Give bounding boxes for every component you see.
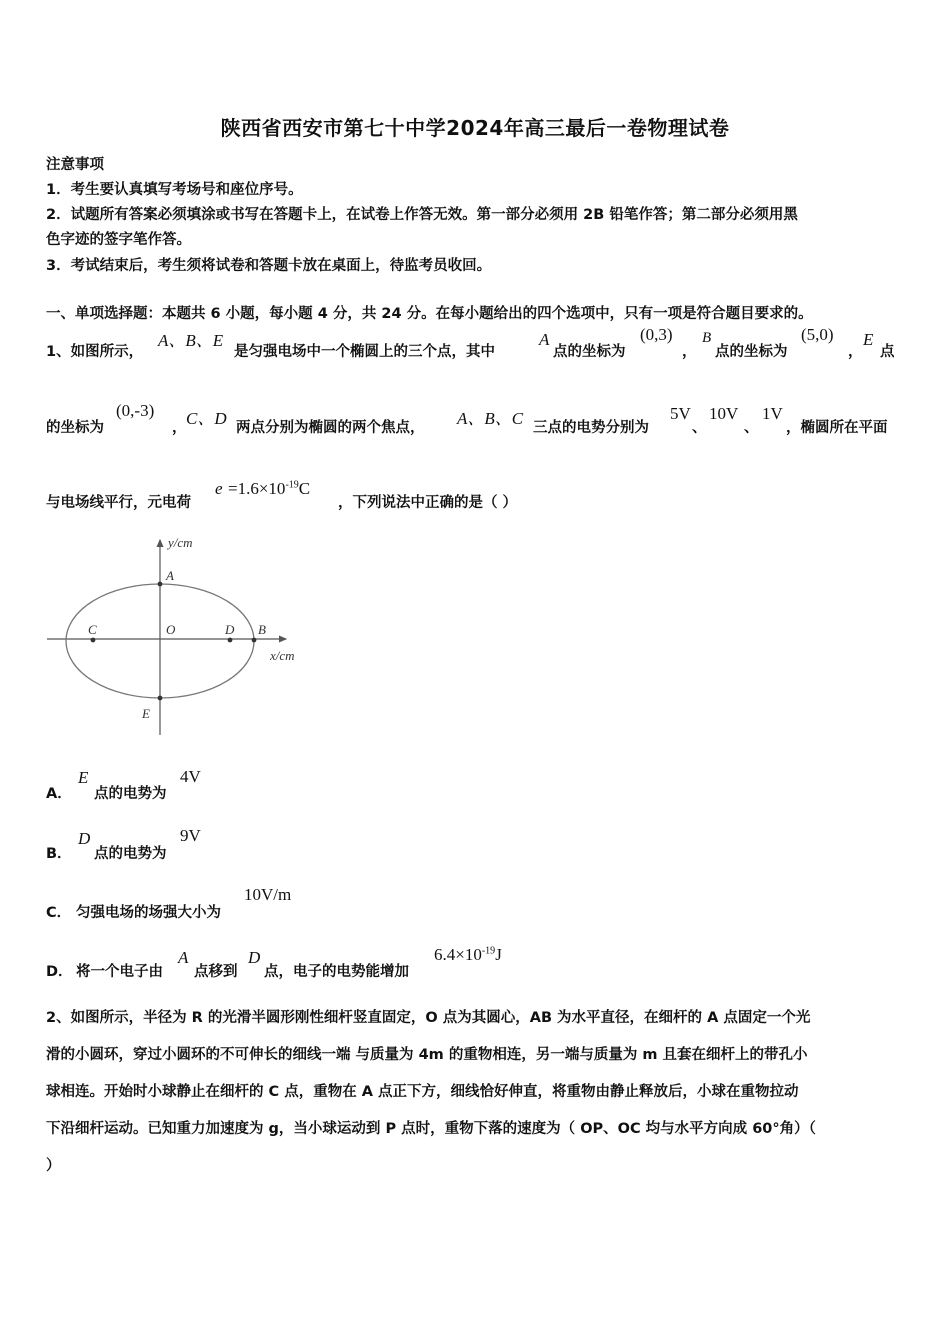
q1-coord-e: (0,-3) <box>116 401 155 420</box>
option-d-text: 点，电子的电势能增加 <box>264 964 409 980</box>
q1-line3-text: ，下列说法中正确的是（ ） <box>338 495 518 511</box>
q1-point-a: A <box>539 330 550 349</box>
ellipse-figure <box>40 530 330 745</box>
q1-points-abc: A、B、C <box>457 409 524 428</box>
q1-line2-text: 三点的电势分别为 <box>533 420 649 436</box>
option-c-letter: C． <box>46 905 72 921</box>
q1-potential-a: 5V <box>670 404 691 423</box>
option-b-text: 点的电势为 <box>94 846 167 862</box>
notice-item: 2．试题所有答案必须填涂或书写在答题卡上，在试卷上作答无效。第一部分必须用 2B 铅笔作答；第二部分必须用黑 <box>46 207 798 223</box>
label-e: E <box>142 706 150 721</box>
q1-coord-b: (5,0) <box>801 325 834 344</box>
option-d-symbol-d: D <box>248 948 261 967</box>
q1-line1-text: 点的坐标为 <box>553 344 626 360</box>
page-title: 陕西省西安市第七十中学2024年高三最后一卷物理试卷 <box>220 116 730 140</box>
q2-line: 滑的小圆环，穿过小圆环的不可伸长的细线一端 与质量为 4m 的重物相连，另一端与质量为 m 且套在细杆上的带孔小 <box>46 1047 808 1063</box>
q1-line2-text: 的坐标为 <box>46 420 104 436</box>
q1-potential-c: 1V <box>762 404 783 423</box>
q1-comma: ， <box>172 420 187 436</box>
q1-foci: C、D <box>186 409 227 428</box>
point-e <box>158 696 163 701</box>
option-d-text: 点移到 <box>194 964 238 980</box>
option-d-value: $6.4\times 10^{-19}J$ <box>434 945 502 964</box>
label-o: O <box>166 622 176 637</box>
point-a <box>158 582 163 587</box>
option-a-text: 点的电势为 <box>94 786 167 802</box>
option-a-value: 4V <box>180 767 201 786</box>
point-c <box>91 638 96 643</box>
notice-item: 3．考试结束后，考生须将试卷和答题卡放在桌面上，待监考员收回。 <box>46 258 492 274</box>
q1-line1-text: 点的坐标为 <box>715 344 788 360</box>
option-b-symbol: D <box>78 829 91 848</box>
q1-comma: ， <box>848 344 863 360</box>
q2-line: 2、如图所示，半径为 R 的光滑半圆形刚性细杆竖直固定，O 点为其圆心，AB 为水平直径，在细杆的 A 点固定一个光 <box>46 1010 811 1026</box>
q1-charge-value: $=1.6\times 10^{-19}C$ <box>228 479 311 498</box>
notice-heading: 注意事项 <box>46 157 104 173</box>
option-d-text: 将一个电子由 <box>76 964 163 980</box>
q1-sep: 、 <box>692 420 707 436</box>
point-d <box>228 638 233 643</box>
option-b-value: 9V <box>180 826 201 845</box>
q1-line1-text: 1、如图所示， <box>46 344 144 360</box>
option-a-letter: A． <box>46 786 72 802</box>
q1-potential-b: 10V <box>709 404 739 423</box>
option-d-symbol-a: A <box>178 948 189 967</box>
q1-line3-text: 与电场线平行，元电荷 <box>46 495 191 511</box>
notice-item: 色字迹的签字笔作答。 <box>46 232 191 248</box>
q1-point-e: E <box>863 330 874 349</box>
label-d: D <box>225 622 235 637</box>
option-c-text: 匀强电场的场强大小为 <box>76 905 221 921</box>
q1-points: A、B、E <box>158 331 224 350</box>
label-a: A <box>166 568 174 583</box>
q1-line2-text: ，椭圆所在平面 <box>786 420 888 436</box>
q2-line: ） <box>46 1158 61 1174</box>
q2-line: 球相连。开始时小球静止在细杆的 C 点，重物在 A 点正下方，细线恰好伸直，将重物由静止释放后，小球在重物拉动 <box>46 1084 799 1100</box>
x-axis-label: x/cm <box>270 648 295 663</box>
q1-charge-symbol: e <box>215 479 223 498</box>
option-b-letter: B． <box>46 846 72 862</box>
point-b <box>252 638 257 643</box>
label-c: C <box>88 622 97 637</box>
q1-point-b: B <box>702 330 712 346</box>
q1-line1-text: 是匀强电场中一个椭圆上的三个点，其中 <box>234 344 495 360</box>
q1-coord-a: (0,3) <box>640 325 673 344</box>
section-heading: 一、单项选择题：本题共 6 小题，每小题 4 分，共 24 分。在每小题给出的四个选项中，只有一项是符合题目要求的。 <box>46 306 813 322</box>
option-c-value: 10V/m <box>244 885 292 904</box>
option-d-letter: D． <box>46 964 73 980</box>
q1-line2-text: 两点分别为椭圆的两个焦点， <box>236 420 425 436</box>
notice-item: 1．考生要认真填写考场号和座位序号。 <box>46 182 303 198</box>
q1-line1-text: 点 <box>880 344 895 360</box>
q1-comma: ， <box>682 344 697 360</box>
q2-line: 下沿细杆运动。已知重力加速度为 g，当小球运动到 P 点时，重物下落的速度为（ OP、OC 均与水平方向成 60°角）（ <box>46 1121 816 1137</box>
label-b: B <box>258 622 266 637</box>
option-a-symbol: E <box>78 768 89 787</box>
y-axis-label: y/cm <box>168 535 193 550</box>
q1-sep: 、 <box>744 420 759 436</box>
